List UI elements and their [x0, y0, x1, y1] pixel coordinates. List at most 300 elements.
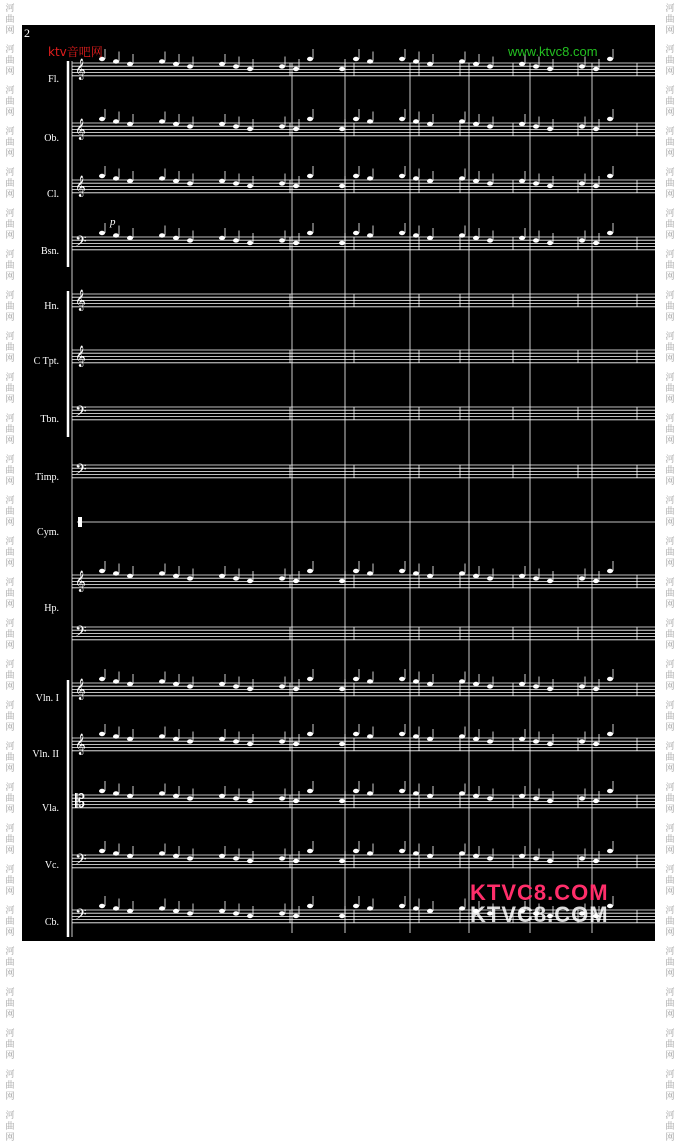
bsn-note	[353, 231, 359, 235]
side-watermark-glyphs: 河 曲 网	[5, 906, 15, 938]
clef-symbol: 𝄞	[75, 119, 86, 140]
ob-note	[427, 122, 433, 126]
bsn-note	[187, 238, 193, 242]
side-watermark-glyphs: 河 曲 网	[5, 1070, 15, 1102]
vla-note	[593, 799, 599, 803]
instrument-label-ob: Ob.	[44, 133, 59, 144]
bsn-note	[233, 238, 239, 242]
cl-note	[607, 174, 613, 178]
ob-note	[399, 117, 405, 121]
side-watermark-glyphs: 河 曲 网	[5, 988, 15, 1020]
cb-note	[459, 906, 465, 910]
cl-note	[127, 179, 133, 183]
bsn-note	[367, 233, 373, 237]
vc-note	[127, 854, 133, 858]
hp-note	[399, 569, 405, 573]
ob-note	[579, 124, 585, 128]
vc-note	[547, 859, 553, 863]
fl-note	[519, 62, 525, 66]
vc-note	[593, 859, 599, 863]
bsn-note	[487, 238, 493, 242]
hp-note	[547, 579, 553, 583]
side-watermark-glyphs: 河 曲 网	[665, 209, 675, 241]
fl-note	[579, 64, 585, 68]
clef-symbol: 𝄞	[75, 679, 86, 700]
vla-note	[339, 799, 345, 803]
vla-note	[413, 791, 419, 795]
ob-note	[307, 117, 313, 121]
cl-note	[159, 176, 165, 180]
fl-note	[293, 67, 299, 71]
vn1-note	[159, 679, 165, 683]
cb-note	[427, 909, 433, 913]
bsn-note	[219, 236, 225, 240]
side-watermark-glyphs: 河 曲 网	[5, 496, 15, 528]
ob-note	[159, 119, 165, 123]
cl-note	[367, 176, 373, 180]
cb-note	[367, 906, 373, 910]
vn1-note	[99, 677, 105, 681]
vc-note	[607, 849, 613, 853]
vn1-note	[487, 684, 493, 688]
fl-note	[219, 62, 225, 66]
side-watermark-glyphs: 河 曲 网	[665, 45, 675, 77]
cb-note	[339, 914, 345, 918]
clef-symbol: 𝄞	[75, 571, 86, 592]
bsn-note	[579, 238, 585, 242]
cl-note	[339, 184, 345, 188]
cl-note	[219, 179, 225, 183]
instrument-label-cl: Cl.	[47, 189, 59, 200]
hp-note	[219, 574, 225, 578]
hp-note	[279, 576, 285, 580]
fl-note	[459, 59, 465, 63]
hp-note	[459, 571, 465, 575]
cb-note	[293, 914, 299, 918]
percussion-clef	[78, 517, 82, 527]
fl-note	[247, 67, 253, 71]
side-watermark-glyphs: 河 曲 网	[665, 373, 675, 405]
cb-note	[219, 909, 225, 913]
vla-note	[353, 789, 359, 793]
cb-note	[399, 904, 405, 908]
vc-note	[487, 856, 493, 860]
bsn-note	[519, 236, 525, 240]
fl-note	[173, 62, 179, 66]
hp-note	[413, 571, 419, 575]
side-watermark-glyphs: 河 曲 网	[665, 168, 675, 200]
vn1-note	[593, 687, 599, 691]
fl-note	[533, 64, 539, 68]
cb-note	[187, 911, 193, 915]
side-watermark-glyphs: 河 曲 网	[5, 127, 15, 159]
hp-note	[307, 569, 313, 573]
hp-note	[247, 579, 253, 583]
vc-note	[113, 851, 119, 855]
vc-note	[187, 856, 193, 860]
cl-note	[233, 181, 239, 185]
fl-note	[159, 59, 165, 63]
url-watermark: www.ktvc8.com	[508, 44, 598, 59]
side-watermark-glyphs: 河 曲 网	[5, 250, 15, 282]
instrument-label-fl: Fl.	[48, 74, 59, 85]
vn2-note	[593, 742, 599, 746]
vn1-note	[293, 687, 299, 691]
bsn-note	[427, 236, 433, 240]
instrument-label-timp: Timp.	[35, 472, 59, 483]
bsn-note	[339, 241, 345, 245]
logo-watermark-reflection: KTVC8.COM	[470, 902, 609, 927]
vla-note	[187, 796, 193, 800]
vc-note	[533, 856, 539, 860]
cb-note	[173, 909, 179, 913]
cl-note	[307, 174, 313, 178]
instrument-label-cb: Cb.	[44, 917, 59, 928]
vla-note	[247, 799, 253, 803]
side-watermark-glyphs: 河 曲 网	[5, 537, 15, 569]
ob-note	[127, 122, 133, 126]
ob-note	[113, 119, 119, 123]
bsn-note	[307, 231, 313, 235]
side-watermark-glyphs: 河 曲 网	[665, 906, 675, 938]
fl-note	[307, 57, 313, 61]
vn1-note	[579, 684, 585, 688]
vn2-note	[173, 737, 179, 741]
bsn-note	[113, 233, 119, 237]
ob-note	[293, 127, 299, 131]
vn2-note	[127, 737, 133, 741]
bsn-note	[459, 233, 465, 237]
hp-note	[339, 579, 345, 583]
instrument-label-vn1: Vln. I	[35, 693, 59, 704]
vc-note	[399, 849, 405, 853]
vc-note	[473, 854, 479, 858]
vc-note	[159, 851, 165, 855]
logo-watermark	[470, 880, 609, 927]
clef-symbol: 𝄞	[75, 176, 86, 197]
ob-note	[367, 119, 373, 123]
clef-symbol: 𝄡	[75, 791, 86, 812]
cb-note	[159, 906, 165, 910]
side-watermark-glyphs: 河 曲 网	[5, 1111, 15, 1143]
vla-note	[487, 796, 493, 800]
bsn-note	[159, 233, 165, 237]
vla-note	[473, 794, 479, 798]
vn1-note	[607, 677, 613, 681]
ktv-watermark: ktv音吧网	[48, 45, 103, 59]
hp-note	[519, 574, 525, 578]
hp-note	[113, 571, 119, 575]
ob-note	[353, 117, 359, 121]
vn1-note	[307, 677, 313, 681]
vla-note	[533, 796, 539, 800]
vc-note	[519, 854, 525, 858]
side-watermark-glyphs: 河 曲 网	[5, 660, 15, 692]
cb-note	[127, 909, 133, 913]
left-watermark-strip	[0, 0, 20, 1143]
side-watermark-glyphs: 河 曲 网	[665, 496, 675, 528]
side-watermark-glyphs: 河 曲 网	[5, 291, 15, 323]
side-watermark-glyphs: 河 曲 网	[5, 332, 15, 364]
ob-note	[607, 117, 613, 121]
bsn-note	[173, 236, 179, 240]
cb-note	[113, 906, 119, 910]
side-watermark-glyphs: 河 曲 网	[5, 619, 15, 651]
cl-note	[113, 176, 119, 180]
side-watermark-glyphs: 河 曲 网	[5, 578, 15, 610]
hp-note	[427, 574, 433, 578]
vn2-note	[187, 739, 193, 743]
clef-symbol: 𝄢	[75, 403, 87, 424]
fl-note	[487, 64, 493, 68]
ob-note	[473, 122, 479, 126]
ob-note	[547, 127, 553, 131]
vla-note	[427, 794, 433, 798]
vla-note	[279, 796, 285, 800]
cl-note	[247, 184, 253, 188]
cl-note	[99, 174, 105, 178]
bsn-note	[399, 231, 405, 235]
vn2-note	[219, 737, 225, 741]
vla-note	[219, 794, 225, 798]
vn2-note	[533, 739, 539, 743]
fl-note	[399, 57, 405, 61]
side-watermark-glyphs: 河 曲 网	[665, 947, 675, 979]
vc-note	[279, 856, 285, 860]
ob-note	[593, 127, 599, 131]
side-watermark-glyphs: 河 曲 网	[5, 4, 15, 36]
fl-note	[233, 64, 239, 68]
vn1-note	[339, 687, 345, 691]
ob-note	[233, 124, 239, 128]
side-watermark-glyphs: 河 曲 网	[5, 414, 15, 446]
side-watermark-glyphs: 河 曲 网	[5, 824, 15, 856]
fl-note	[473, 62, 479, 66]
vc-note	[173, 854, 179, 858]
clef-symbol: 𝄞	[75, 346, 86, 367]
vn2-note	[487, 739, 493, 743]
side-watermark-glyphs: 河 曲 网	[5, 742, 15, 774]
bsn-note	[547, 241, 553, 245]
cl-note	[579, 181, 585, 185]
vn2-note	[247, 742, 253, 746]
hp-note	[593, 579, 599, 583]
vc-note	[219, 854, 225, 858]
side-watermark-glyphs: 河 曲 网	[5, 783, 15, 815]
vla-note	[607, 789, 613, 793]
vn2-note	[99, 732, 105, 736]
vla-note	[459, 791, 465, 795]
clef-symbol: 𝄢	[75, 851, 87, 872]
cl-note	[459, 176, 465, 180]
fl-note	[413, 59, 419, 63]
cl-note	[413, 176, 419, 180]
fl-note	[367, 59, 373, 63]
vc-note	[307, 849, 313, 853]
cl-note	[473, 179, 479, 183]
hp-note	[99, 569, 105, 573]
side-watermark-glyphs: 河 曲 网	[665, 537, 675, 569]
vn2-note	[113, 734, 119, 738]
logo-watermark-text: KTVC8.COM	[470, 880, 609, 905]
hp-note	[533, 576, 539, 580]
cl-note	[187, 181, 193, 185]
side-watermark-glyphs: 河 曲 网	[5, 373, 15, 405]
instrument-label-tbn: Tbn.	[40, 414, 59, 425]
bsn-note	[279, 238, 285, 242]
vn1-note	[173, 682, 179, 686]
fl-note	[187, 64, 193, 68]
side-watermark-glyphs: 河 曲 网	[5, 865, 15, 897]
side-watermark-glyphs: 河 曲 网	[665, 250, 675, 282]
hp-note	[353, 569, 359, 573]
ob-note	[219, 122, 225, 126]
vn2-note	[353, 732, 359, 736]
side-watermark-glyphs: 河 曲 网	[665, 742, 675, 774]
bsn-note	[413, 233, 419, 237]
side-watermark-glyphs: 河 曲 网	[665, 86, 675, 118]
side-watermark-glyphs: 河 曲 网	[665, 988, 675, 1020]
cl-note	[279, 181, 285, 185]
cl-note	[293, 184, 299, 188]
side-watermark-glyphs: 河 曲 网	[5, 86, 15, 118]
hp-note	[173, 574, 179, 578]
vc-note	[459, 851, 465, 855]
hp-note	[187, 576, 193, 580]
vn1-note	[413, 679, 419, 683]
side-watermark-glyphs: 河 曲 网	[5, 1029, 15, 1061]
side-watermark-glyphs: 河 曲 网	[5, 45, 15, 77]
side-watermark-glyphs: 河 曲 网	[665, 619, 675, 651]
side-watermark-glyphs: 河 曲 网	[665, 1111, 675, 1143]
vla-note	[233, 796, 239, 800]
cl-note	[533, 181, 539, 185]
fl-note	[127, 62, 133, 66]
vn2-note	[579, 739, 585, 743]
side-watermark-glyphs: 河 曲 网	[665, 660, 675, 692]
hp-note	[367, 571, 373, 575]
hp-note	[579, 576, 585, 580]
cb-note	[99, 904, 105, 908]
clef-symbol: 𝄞	[75, 290, 86, 311]
vla-note	[127, 794, 133, 798]
side-watermark-glyphs: 河 曲 网	[665, 701, 675, 733]
cl-note	[427, 179, 433, 183]
side-watermark-glyphs: 河 曲 网	[5, 209, 15, 241]
side-watermark-glyphs: 河 曲 网	[5, 947, 15, 979]
vla-note	[99, 789, 105, 793]
ob-note	[99, 117, 105, 121]
fl-note	[353, 57, 359, 61]
vn1-note	[473, 682, 479, 686]
vn1-note	[247, 687, 253, 691]
hp-note	[293, 579, 299, 583]
bsn-note	[127, 236, 133, 240]
hp-note	[127, 574, 133, 578]
vn2-note	[413, 734, 419, 738]
clef-symbol: 𝄢	[75, 906, 87, 927]
instrument-label-hn: Hn.	[44, 301, 59, 312]
vla-note	[399, 789, 405, 793]
bsn-note	[99, 231, 105, 235]
side-watermark-glyphs: 河 曲 网	[5, 701, 15, 733]
vn2-note	[307, 732, 313, 736]
fl-note	[427, 62, 433, 66]
cb-note	[279, 911, 285, 915]
cl-note	[593, 184, 599, 188]
vn2-note	[293, 742, 299, 746]
page-number: 2	[24, 26, 30, 40]
vn1-note	[533, 684, 539, 688]
cl-note	[173, 179, 179, 183]
bsn-note	[247, 241, 253, 245]
vla-note	[367, 791, 373, 795]
vla-note	[293, 799, 299, 803]
ob-note	[187, 124, 193, 128]
hp-note	[607, 569, 613, 573]
instrument-label-vc: Vc.	[44, 860, 59, 871]
vn1-note	[459, 679, 465, 683]
vn1-note	[127, 682, 133, 686]
cl-note	[399, 174, 405, 178]
clef-symbol: 𝄢	[75, 233, 87, 254]
vn2-note	[279, 739, 285, 743]
side-watermark-glyphs: 河 曲 网	[665, 291, 675, 323]
vn2-note	[519, 737, 525, 741]
cl-note	[547, 184, 553, 188]
bsn-note	[473, 236, 479, 240]
vn1-note	[399, 677, 405, 681]
instrument-label-vla: Vla.	[42, 803, 59, 814]
vla-note	[307, 789, 313, 793]
vn2-note	[547, 742, 553, 746]
side-watermark-glyphs: 河 曲 网	[665, 824, 675, 856]
instrument-label-tpt: C Tpt.	[33, 356, 59, 367]
ob-note	[533, 124, 539, 128]
instrument-label-hp: Hp.	[44, 603, 59, 614]
vc-note	[427, 854, 433, 858]
side-watermark-glyphs: 河 曲 网	[665, 578, 675, 610]
vc-note	[233, 856, 239, 860]
vc-note	[99, 849, 105, 853]
vn1-note	[187, 684, 193, 688]
bsn-note	[533, 238, 539, 242]
cb-note	[307, 904, 313, 908]
instrument-label-cym: Cym.	[37, 527, 59, 538]
clef-symbol: 𝄢	[75, 461, 87, 482]
side-watermark-glyphs: 河 曲 网	[665, 783, 675, 815]
vn1-note	[233, 684, 239, 688]
side-watermark-glyphs: 河 曲 网	[665, 455, 675, 487]
dynamic-marking: p	[110, 216, 116, 228]
vn2-note	[607, 732, 613, 736]
vla-note	[159, 791, 165, 795]
clef-symbol: 𝄢	[75, 623, 87, 644]
side-watermark-glyphs: 河 曲 网	[665, 414, 675, 446]
vn2-note	[233, 739, 239, 743]
vc-note	[293, 859, 299, 863]
fl-note	[547, 67, 553, 71]
cb-note	[233, 911, 239, 915]
vn2-note	[339, 742, 345, 746]
hp-note	[233, 576, 239, 580]
cb-note	[247, 914, 253, 918]
vn2-note	[399, 732, 405, 736]
ob-note	[279, 124, 285, 128]
vn2-note	[459, 734, 465, 738]
vn1-note	[547, 687, 553, 691]
clef-symbol: 𝄞	[75, 59, 86, 80]
